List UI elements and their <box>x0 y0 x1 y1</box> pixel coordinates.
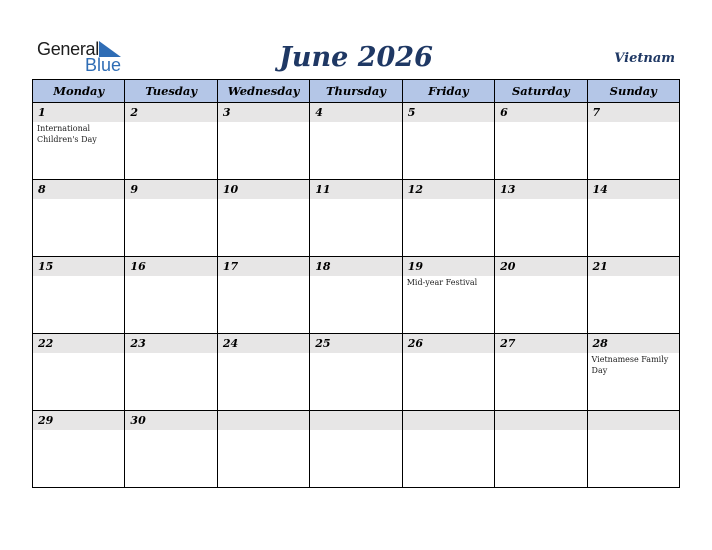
day-cell <box>310 411 402 488</box>
holiday-label <box>403 199 494 200</box>
day-cell <box>587 103 679 180</box>
day-cell <box>125 411 217 488</box>
day-cell <box>217 334 309 411</box>
holiday-label <box>125 276 216 277</box>
day-cell <box>217 257 309 334</box>
holiday-label <box>33 276 124 277</box>
holiday-label <box>495 122 586 123</box>
weekday-tuesday: Tuesday <box>125 80 217 103</box>
day-number: 19 <box>403 257 494 276</box>
day-cell <box>310 257 402 334</box>
weekday-monday: Monday <box>33 80 125 103</box>
day-number: 29 <box>33 411 124 430</box>
holiday-label <box>125 199 216 200</box>
holiday-label <box>125 122 216 123</box>
weekday-thursday: Thursday <box>310 80 402 103</box>
day-number: 7 <box>588 103 679 122</box>
day-number: 8 <box>33 180 124 199</box>
holiday-label: International Children's Day <box>37 124 97 144</box>
day-cell <box>125 103 217 180</box>
day-number: 22 <box>33 334 124 353</box>
day-number: 20 <box>495 257 586 276</box>
day-cell <box>310 103 402 180</box>
brand-name-general: General <box>37 39 99 59</box>
week-row <box>33 411 680 488</box>
holiday-label <box>403 122 494 123</box>
brand-name-blue: Blue <box>85 55 122 75</box>
day-cell <box>33 180 125 257</box>
day-number: 25 <box>310 334 401 353</box>
day-cell <box>495 334 587 411</box>
holiday-label <box>588 122 679 123</box>
day-number: 5 <box>403 103 494 122</box>
day-number: 16 <box>125 257 216 276</box>
holiday-label <box>403 353 494 354</box>
country-label: Vietnam <box>614 51 675 66</box>
day-cell <box>33 411 125 488</box>
weekday-friday: Friday <box>402 80 494 103</box>
holiday-label <box>218 430 309 431</box>
day-cell <box>402 103 494 180</box>
calendar-title: June 2026 <box>279 42 433 73</box>
day-cell <box>587 180 679 257</box>
holiday-label: Mid-year Festival <box>406 278 478 287</box>
day-cell <box>495 180 587 257</box>
holiday-label <box>588 199 679 200</box>
day-number: 28 <box>588 334 679 353</box>
holiday-label <box>33 430 124 431</box>
holiday-label <box>310 430 401 431</box>
day-cell <box>33 334 125 411</box>
weekday-wednesday: Wednesday <box>217 80 309 103</box>
holiday-label <box>588 276 679 277</box>
day-number: 12 <box>403 180 494 199</box>
day-cell <box>402 180 494 257</box>
day-cell <box>495 257 587 334</box>
weekday-header-row <box>33 80 680 103</box>
week-row <box>33 334 680 411</box>
day-number <box>495 411 586 430</box>
holiday-label <box>403 430 494 431</box>
day-number: 14 <box>588 180 679 199</box>
holiday-label <box>218 122 309 123</box>
holiday-label <box>125 430 216 431</box>
week-row <box>33 180 680 257</box>
day-cell <box>125 334 217 411</box>
day-number: 11 <box>310 180 401 199</box>
day-number: 17 <box>218 257 309 276</box>
day-cell <box>402 411 494 488</box>
day-cell <box>310 334 402 411</box>
day-number: 1 <box>33 103 124 122</box>
day-cell <box>217 103 309 180</box>
holiday-label <box>218 276 309 277</box>
day-cell <box>125 180 217 257</box>
week-row <box>33 257 680 334</box>
day-number: 15 <box>33 257 124 276</box>
day-number <box>218 411 309 430</box>
day-cell <box>217 411 309 488</box>
weekday-sunday: Sunday <box>587 80 679 103</box>
day-number: 18 <box>310 257 401 276</box>
holiday-label <box>310 122 401 123</box>
day-number <box>403 411 494 430</box>
day-number: 9 <box>125 180 216 199</box>
day-number: 27 <box>495 334 586 353</box>
weekday-saturday: Saturday <box>495 80 587 103</box>
holiday-label <box>218 353 309 354</box>
holiday-label <box>310 199 401 200</box>
day-number: 2 <box>125 103 216 122</box>
day-cell <box>587 334 679 411</box>
holiday-label <box>218 199 309 200</box>
day-number: 10 <box>218 180 309 199</box>
calendar-body <box>33 103 680 488</box>
calendar-grid <box>32 79 680 488</box>
day-number: 24 <box>218 334 309 353</box>
day-cell <box>402 334 494 411</box>
holiday-label <box>33 353 124 354</box>
holiday-label <box>588 430 679 431</box>
holiday-label <box>495 199 586 200</box>
day-cell <box>310 180 402 257</box>
day-cell <box>587 411 679 488</box>
day-cell <box>33 103 125 180</box>
day-cell <box>33 257 125 334</box>
day-number: 21 <box>588 257 679 276</box>
week-row <box>33 103 680 180</box>
day-number <box>588 411 679 430</box>
day-cell <box>217 180 309 257</box>
holiday-label <box>495 276 586 277</box>
day-cell <box>402 257 494 334</box>
day-number: 3 <box>218 103 309 122</box>
day-number: 13 <box>495 180 586 199</box>
holiday-label <box>125 353 216 354</box>
day-number <box>310 411 401 430</box>
holiday-label <box>495 353 586 354</box>
day-cell <box>495 103 587 180</box>
day-number: 23 <box>125 334 216 353</box>
day-number: 30 <box>125 411 216 430</box>
day-number: 4 <box>310 103 401 122</box>
holiday-label <box>310 276 401 277</box>
holiday-label: Vietnamese Family Day <box>591 355 669 375</box>
holiday-label <box>33 199 124 200</box>
holiday-label <box>310 353 401 354</box>
day-cell <box>495 411 587 488</box>
holiday-label <box>495 430 586 431</box>
day-cell <box>125 257 217 334</box>
day-number: 26 <box>403 334 494 353</box>
day-cell <box>587 257 679 334</box>
day-number: 6 <box>495 103 586 122</box>
